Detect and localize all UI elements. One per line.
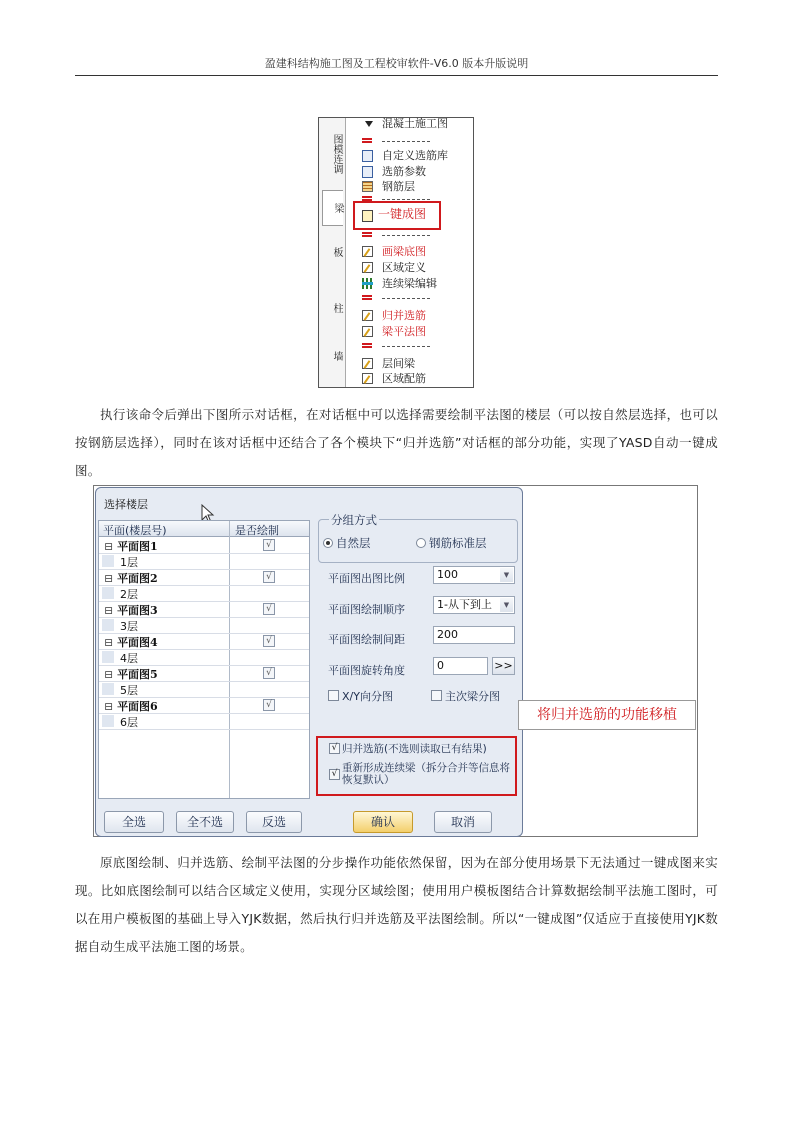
xy-split-checkbox[interactable]	[328, 690, 339, 701]
table-row[interactable]	[99, 569, 309, 586]
row-marker	[102, 715, 114, 727]
table-row[interactable]	[99, 665, 309, 682]
menu-side-tabs	[319, 118, 346, 387]
spacing-label: 平面图绘制间距	[328, 633, 405, 646]
menu-item-region-define[interactable]: 区域定义	[382, 261, 426, 274]
floor-table	[98, 520, 310, 799]
table-header	[99, 521, 309, 537]
menu-item-region-rebar[interactable]: 区域配筋	[382, 372, 426, 385]
tab-model-link[interactable]: 图模连调	[331, 134, 342, 174]
rotate-label: 平面图旋转角度	[328, 664, 405, 677]
separator-icon	[362, 343, 372, 348]
table-row[interactable]	[99, 617, 309, 634]
menu-item-concrete-drawing[interactable]: 混凝土施工图	[382, 117, 448, 130]
menu-item-rebar-layer[interactable]: 钢筋层	[382, 180, 415, 193]
select-none-button[interactable]: 全不选	[176, 811, 234, 833]
order-label: 平面图绘制顺序	[328, 603, 405, 616]
table-row[interactable]	[99, 553, 309, 570]
table-row[interactable]	[99, 633, 309, 650]
column-header-plan[interactable]: 平面(楼层号)	[103, 524, 167, 537]
menu-separator	[382, 346, 430, 347]
table-row[interactable]	[99, 649, 309, 666]
one-key-icon	[362, 210, 373, 222]
menu-separator	[382, 199, 430, 200]
tab-column[interactable]: 柱	[331, 303, 342, 313]
draw-checkbox[interactable]: √	[263, 603, 275, 615]
tree-collapse-icon[interactable]: ⊟	[104, 700, 114, 713]
reform-beam-checkbox[interactable]: √	[329, 769, 340, 780]
plan-name: 平面图4	[117, 636, 158, 649]
separator-icon	[362, 138, 372, 143]
menu-separator	[382, 298, 430, 299]
order-select[interactable]	[433, 596, 515, 614]
main-sub-split-checkbox[interactable]	[431, 690, 442, 701]
scale-label: 平面图出图比例	[328, 572, 405, 585]
draw-checkbox[interactable]: √	[263, 635, 275, 647]
radio-natural-floor-label: 自然层	[336, 536, 371, 550]
row-marker	[102, 587, 114, 599]
menu-separator	[382, 235, 430, 236]
merge-rebar-label: 归并选筋(不选则读取已有结果)	[342, 743, 487, 755]
tree-collapse-icon[interactable]: ⊟	[104, 572, 114, 585]
xy-split-label: X/Y向分图	[342, 690, 393, 703]
menu-item-draw-beam-base[interactable]: 画梁底图	[382, 245, 426, 258]
continuous-beam-icon	[362, 278, 373, 289]
header-divider	[75, 75, 718, 76]
floor-name: 3层	[120, 620, 138, 633]
radio-natural-floor[interactable]	[323, 538, 333, 548]
callout-label: 将归并选筋的功能移植	[518, 700, 696, 730]
menu-separator	[382, 141, 430, 142]
floor-name: 2层	[120, 588, 138, 601]
select-floor-dialog	[95, 487, 523, 837]
draw-checkbox[interactable]: √	[263, 699, 275, 711]
floor-name: 6层	[120, 716, 138, 729]
rotate-more-button[interactable]: >>	[492, 657, 515, 675]
spacing-input[interactable]: 200	[433, 626, 515, 644]
floor-name: 1层	[120, 556, 138, 569]
document-icon	[362, 150, 373, 162]
plan-name: 平面图5	[117, 668, 158, 681]
row-marker	[102, 619, 114, 631]
menu-item-merge-rebar[interactable]: 归并选筋	[382, 309, 426, 322]
edit-icon	[362, 262, 373, 273]
chevron-down-icon: ▼	[500, 568, 513, 582]
tab-wall[interactable]: 墙	[331, 351, 342, 361]
cancel-button[interactable]: 取消	[434, 811, 492, 833]
invert-selection-button[interactable]: 反选	[246, 811, 302, 833]
radio-rebar-standard-floor[interactable]	[416, 538, 426, 548]
scale-value: 100	[437, 568, 458, 581]
scale-select[interactable]	[433, 566, 515, 584]
row-marker	[102, 651, 114, 663]
select-all-button[interactable]: 全选	[104, 811, 164, 833]
radio-rebar-standard-floor-label: 钢筋标准层	[429, 536, 487, 550]
plan-name: 平面图1	[117, 540, 158, 553]
table-row[interactable]	[99, 681, 309, 698]
menu-item-continuous-beam-edit[interactable]: 连续梁编辑	[382, 277, 437, 290]
tab-slab[interactable]: 板	[331, 247, 342, 257]
separator-icon	[362, 232, 372, 237]
main-sub-split-label: 主次梁分图	[445, 690, 500, 703]
tree-collapse-icon[interactable]: ⊟	[104, 636, 114, 649]
column-header-draw[interactable]: 是否绘制	[235, 524, 279, 537]
plan-name: 平面图3	[117, 604, 158, 617]
tree-collapse-icon[interactable]: ⊟	[104, 540, 114, 553]
menu-item-interlayer-beam[interactable]: 层间梁	[382, 357, 415, 370]
edit-icon	[362, 246, 373, 257]
floor-name: 4层	[120, 652, 138, 665]
confirm-button[interactable]: 确认	[353, 811, 413, 833]
menu-item-beam-plan-drawing[interactable]: 梁平法图	[382, 325, 426, 338]
table-row[interactable]	[99, 713, 309, 730]
reform-beam-label: 重新形成连续梁（拆分合并等信息将恢复默认）	[342, 762, 510, 786]
tree-collapse-icon[interactable]: ⊟	[104, 668, 114, 681]
draw-checkbox[interactable]: √	[263, 539, 275, 551]
tab-beam[interactable]: 梁	[322, 190, 343, 226]
page-header: 盈建科结构施工图及工程校审软件-V6.0 版本升版说明	[264, 57, 529, 70]
plan-name: 平面图2	[117, 572, 158, 585]
edit-icon	[362, 373, 373, 384]
tree-collapse-icon[interactable]: ⊟	[104, 604, 114, 617]
paragraph-explanation: 原底图绘制、归并选筋、绘制平法图的分步操作功能依然保留，因为在部分使用场景下无法通过一键成图来实现。比如底图绘制可以结合区域定义使用，实现分区域绘图；使用用户模板图结合计算数据绘制平法施工图时，可以在用户模板图的基础上导入YJK数据，然后执行归并选筋及平法图绘制。所以“一键成图”仅适应于直接使用YJK数据自动生成平法施工图的场景。	[75, 855, 718, 954]
plan-name: 平面图6	[117, 700, 158, 713]
floor-name: 5层	[120, 684, 138, 697]
document-icon	[362, 166, 373, 178]
table-row[interactable]	[99, 601, 309, 618]
draw-checkbox[interactable]: √	[263, 667, 275, 679]
triangle-down-icon	[365, 121, 373, 127]
merge-rebar-checkbox[interactable]: √	[329, 743, 340, 754]
table-row[interactable]	[99, 537, 309, 554]
table-row[interactable]	[99, 697, 309, 714]
menu-item-rebar-params[interactable]: 选筋参数	[382, 165, 426, 178]
edit-icon	[362, 326, 373, 337]
separator-icon	[362, 295, 372, 300]
draw-checkbox[interactable]: √	[263, 571, 275, 583]
dialog-title: 选择楼层	[104, 498, 148, 511]
layer-icon	[362, 181, 373, 192]
edit-icon	[362, 358, 373, 369]
paragraph-intro: 执行该命令后弹出下图所示对话框，在对话框中可以选择需要绘制平法图的楼层（可以按自然层选择，也可以按钢筋层选择），同时在该对话框中还结合了各个模块下“归并选筋”对话框的部分功能，实现了YASD自动一键成图。	[75, 407, 718, 478]
row-marker	[102, 555, 114, 567]
edit-icon	[362, 310, 373, 321]
menu-item-one-key-drawing[interactable]: 一键成图	[378, 207, 427, 221]
rotate-input[interactable]: 0	[433, 657, 488, 675]
menu-item-custom-rebar-lib[interactable]: 自定义选筋库	[382, 149, 448, 162]
table-row[interactable]	[99, 585, 309, 602]
chevron-down-icon: ▼	[500, 598, 513, 612]
order-value: 1-从下到上	[437, 598, 492, 611]
grouping-mode-label: 分组方式	[331, 513, 377, 527]
row-marker	[102, 683, 114, 695]
